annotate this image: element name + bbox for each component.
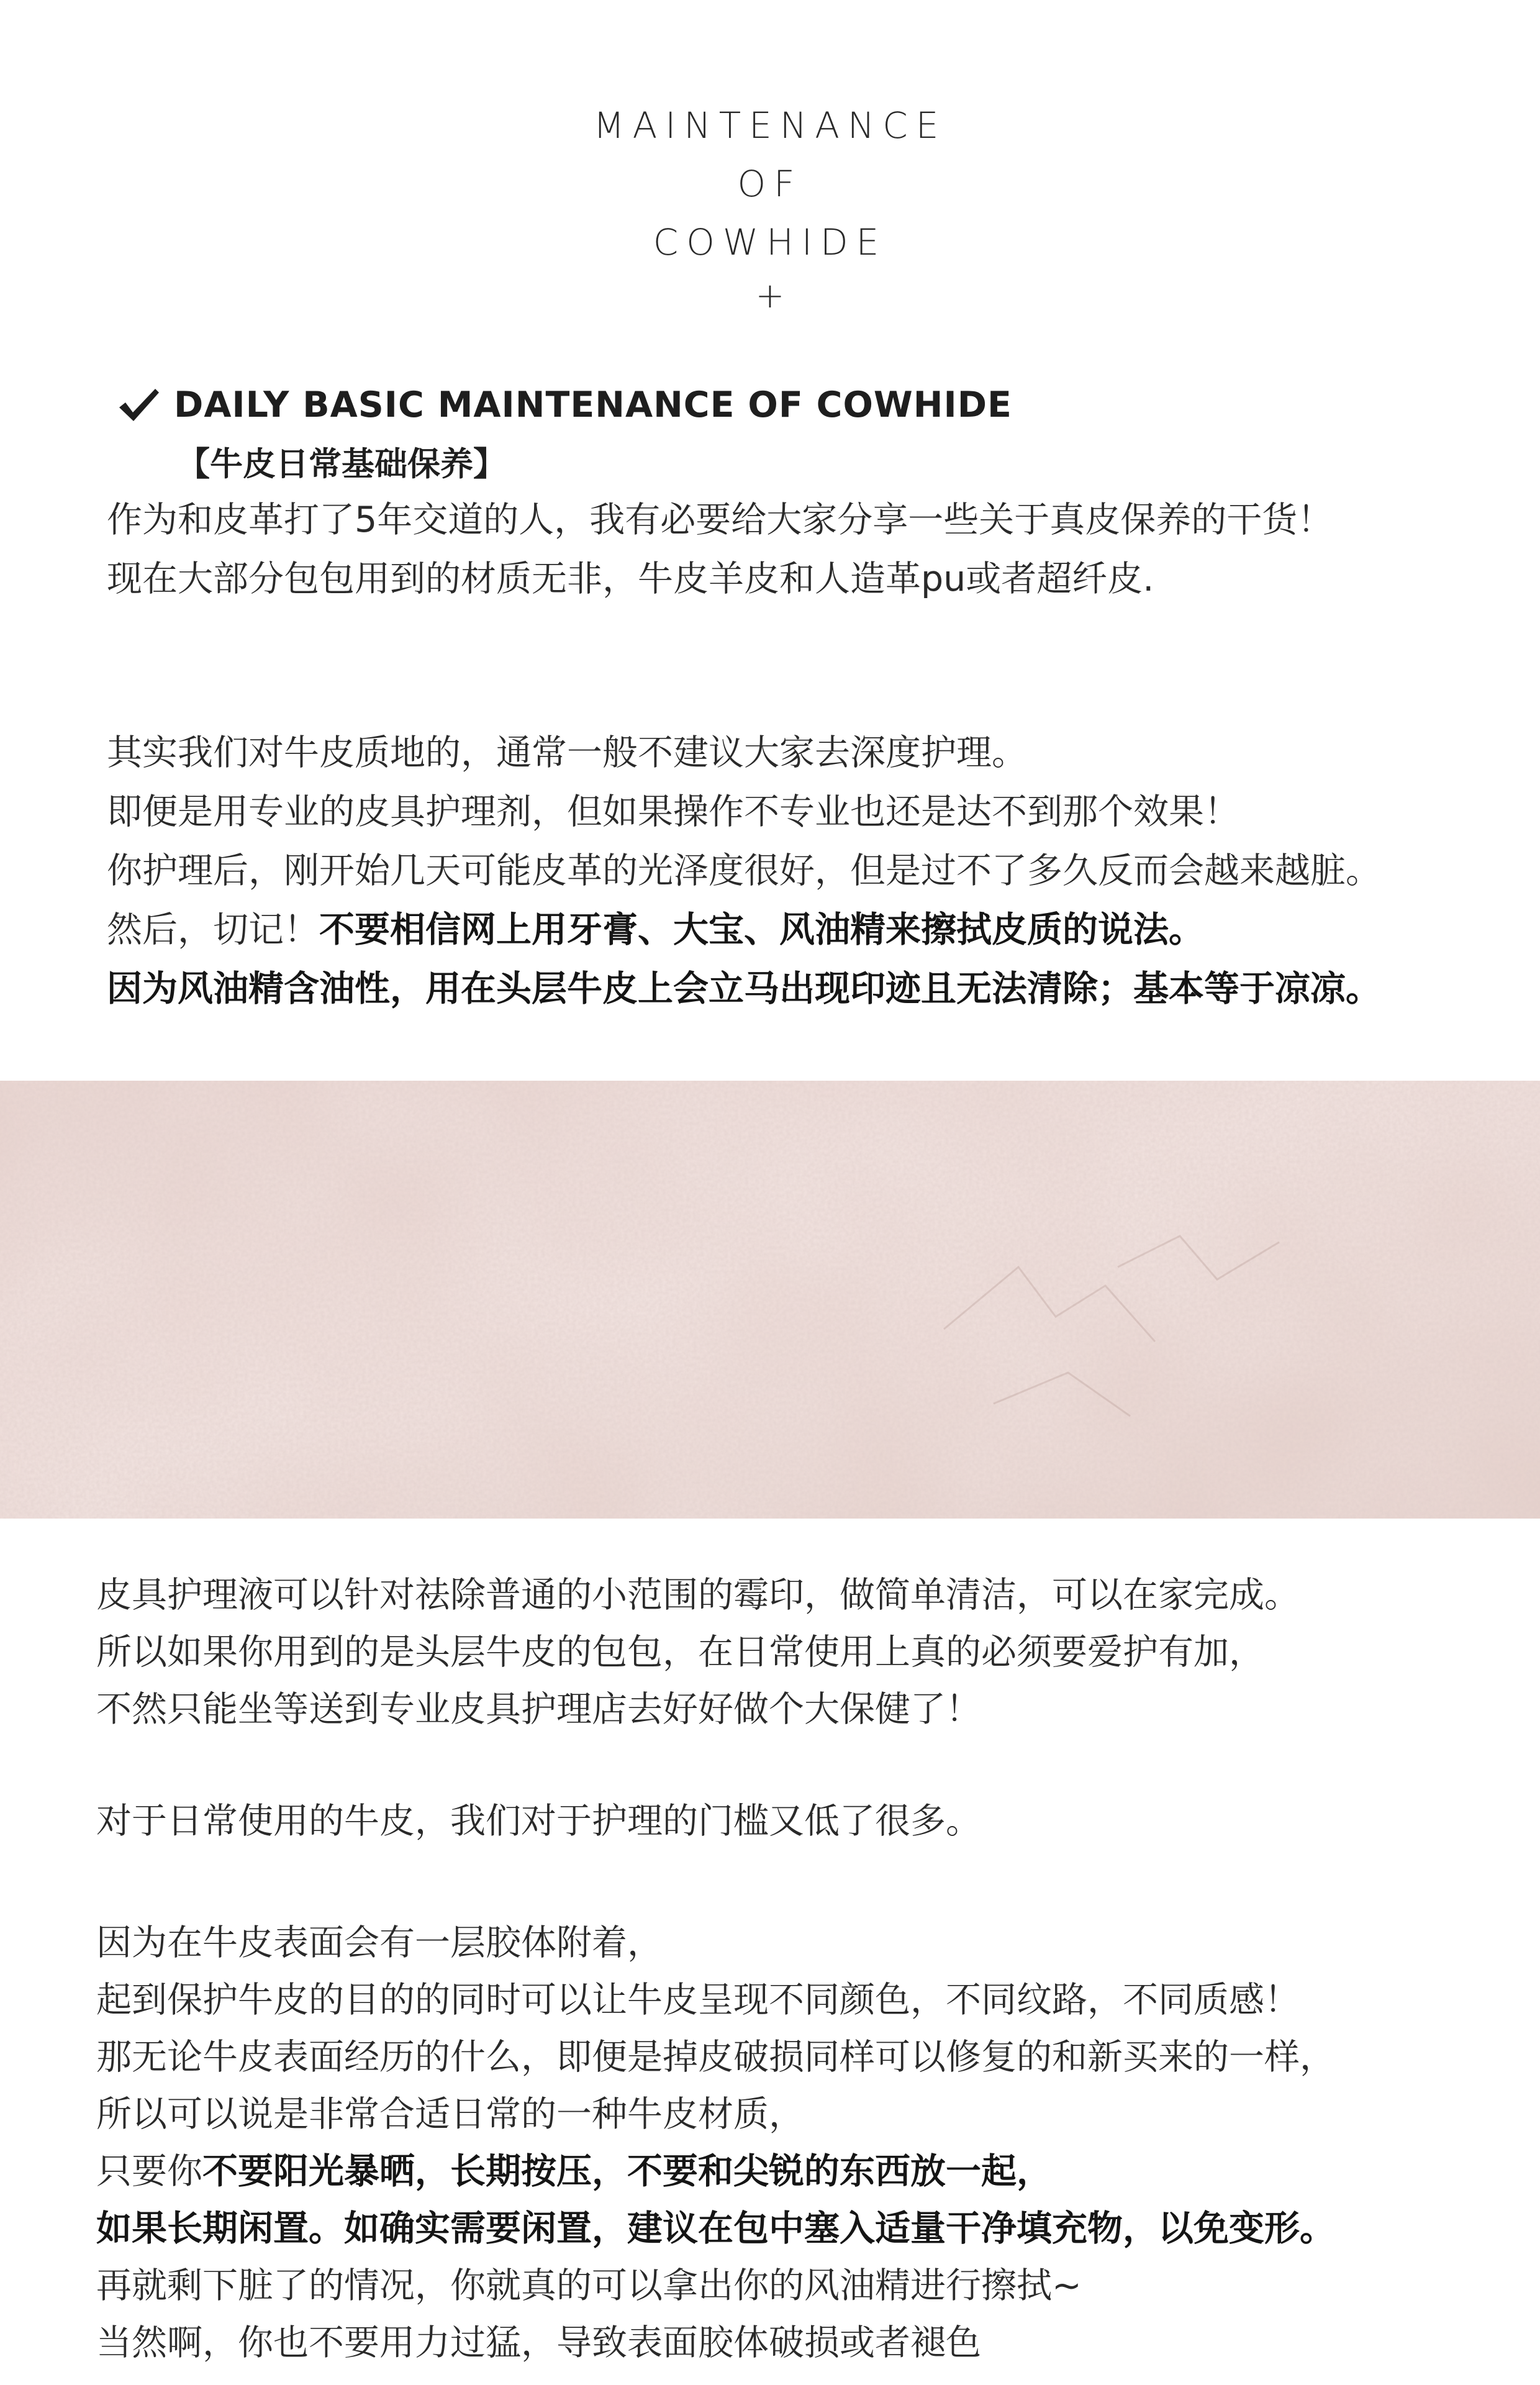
intro-paragraph bbox=[107, 491, 1498, 609]
title-plus-mark: + bbox=[755, 276, 785, 316]
coating-line-5-bold: 不要阳光暴晒，长期按压，不要和尖锐的东西放一起， bbox=[202, 2151, 1052, 2192]
daily-line-1: 对于日常使用的牛皮，我们对于护理的门槛又低了很多。 bbox=[96, 1801, 981, 1842]
advice-line-5-bold: 因为风油精含油性，用在头层牛皮上会立马出现印迹且无法清除；基本等于凉凉。 bbox=[107, 968, 1381, 1009]
care-fluid-line-1: 皮具护理液可以针对祛除普通的小范围的霉印，做简单清洁，可以在家完成。 bbox=[96, 1574, 1300, 1615]
coating-line-6 bbox=[96, 2200, 1487, 2257]
coating-line-5 bbox=[96, 2143, 1487, 2200]
coating-paragraph bbox=[96, 1914, 1487, 2371]
coating-line-8: 当然啊，你也不要用力过猛，导致表面胶体破损或者褪色 bbox=[96, 2322, 981, 2363]
advice-line-4-normal: 然后，切记！ bbox=[107, 909, 319, 950]
coating-line-6-bold: 如果长期闲置。如确实需要闲置，建议在包中塞入适量干净填充物，以免变形。 bbox=[96, 2208, 1335, 2249]
page-title bbox=[0, 96, 1540, 321]
care-fluid-paragraph bbox=[96, 1566, 1487, 1738]
leather-texture-image bbox=[0, 1081, 1540, 1519]
advice-line-5 bbox=[107, 960, 1498, 1019]
advice-line-3: 你护理后，刚开始几天可能皮革的光泽度很好，但是过不了多久反而会越来越脏。 bbox=[107, 850, 1381, 891]
checkmark-icon bbox=[117, 386, 160, 424]
advice-paragraph bbox=[107, 724, 1498, 1019]
coating-line-3: 那无论牛皮表面经历的什么，即便是掉皮破损同样可以修复的和新买来的一样， bbox=[96, 2037, 1335, 2078]
title-line-of: OF bbox=[737, 163, 803, 205]
coating-line-2: 起到保护牛皮的目的的同时可以让牛皮呈现不同颜色，不同纹路，不同质感！ bbox=[96, 1979, 1300, 2020]
coating-line-4: 所以可以说是非常合适日常的一种牛皮材质， bbox=[96, 2094, 804, 2135]
section-heading bbox=[117, 380, 1012, 430]
care-fluid-line-3: 不然只能坐等送到专业皮具护理店去好好做个大保健了！ bbox=[96, 1689, 981, 1730]
advice-line-1: 其实我们对牛皮质地的，通常一般不建议大家去深度护理。 bbox=[107, 732, 1027, 773]
coating-line-1: 因为在牛皮表面会有一层胶体附着， bbox=[96, 1922, 663, 1963]
heading-english: DAILY BASIC MAINTENANCE OF COWHIDE bbox=[174, 384, 1012, 425]
advice-line-4 bbox=[107, 901, 1498, 960]
title-line-maintenance: MAINTENANCE bbox=[593, 104, 947, 147]
care-fluid-line-2: 所以如果你用到的是头层牛皮的包包，在日常使用上真的必须要爱护有加， bbox=[96, 1632, 1264, 1673]
heading-chinese: 【牛皮日常基础保养】 bbox=[177, 445, 506, 483]
leather-texture-photo bbox=[0, 1081, 1540, 1519]
coating-line-5-normal: 只要你 bbox=[96, 2151, 202, 2192]
advice-line-4-bold: 不要相信网上用牙膏、大宝、风油精来擦拭皮质的说法。 bbox=[319, 909, 1204, 950]
advice-line-2: 即便是用专业的皮具护理剂，但如果操作不专业也还是达不到那个效果！ bbox=[107, 791, 1239, 832]
intro-line-1: 作为和皮革打了5年交道的人，我有必要给大家分享一些关于真皮保养的干货！ bbox=[107, 499, 1333, 540]
title-line-cowhide: COWHIDE bbox=[653, 221, 887, 263]
intro-line-2: 现在大部分包包用到的材质无非，牛皮羊皮和人造革pu或者超纤皮. bbox=[107, 558, 1154, 599]
coating-line-7: 再就剩下脏了的情况，你就真的可以拿出你的风油精进行擦拭~ bbox=[96, 2265, 1082, 2306]
daily-paragraph bbox=[96, 1792, 1487, 1851]
